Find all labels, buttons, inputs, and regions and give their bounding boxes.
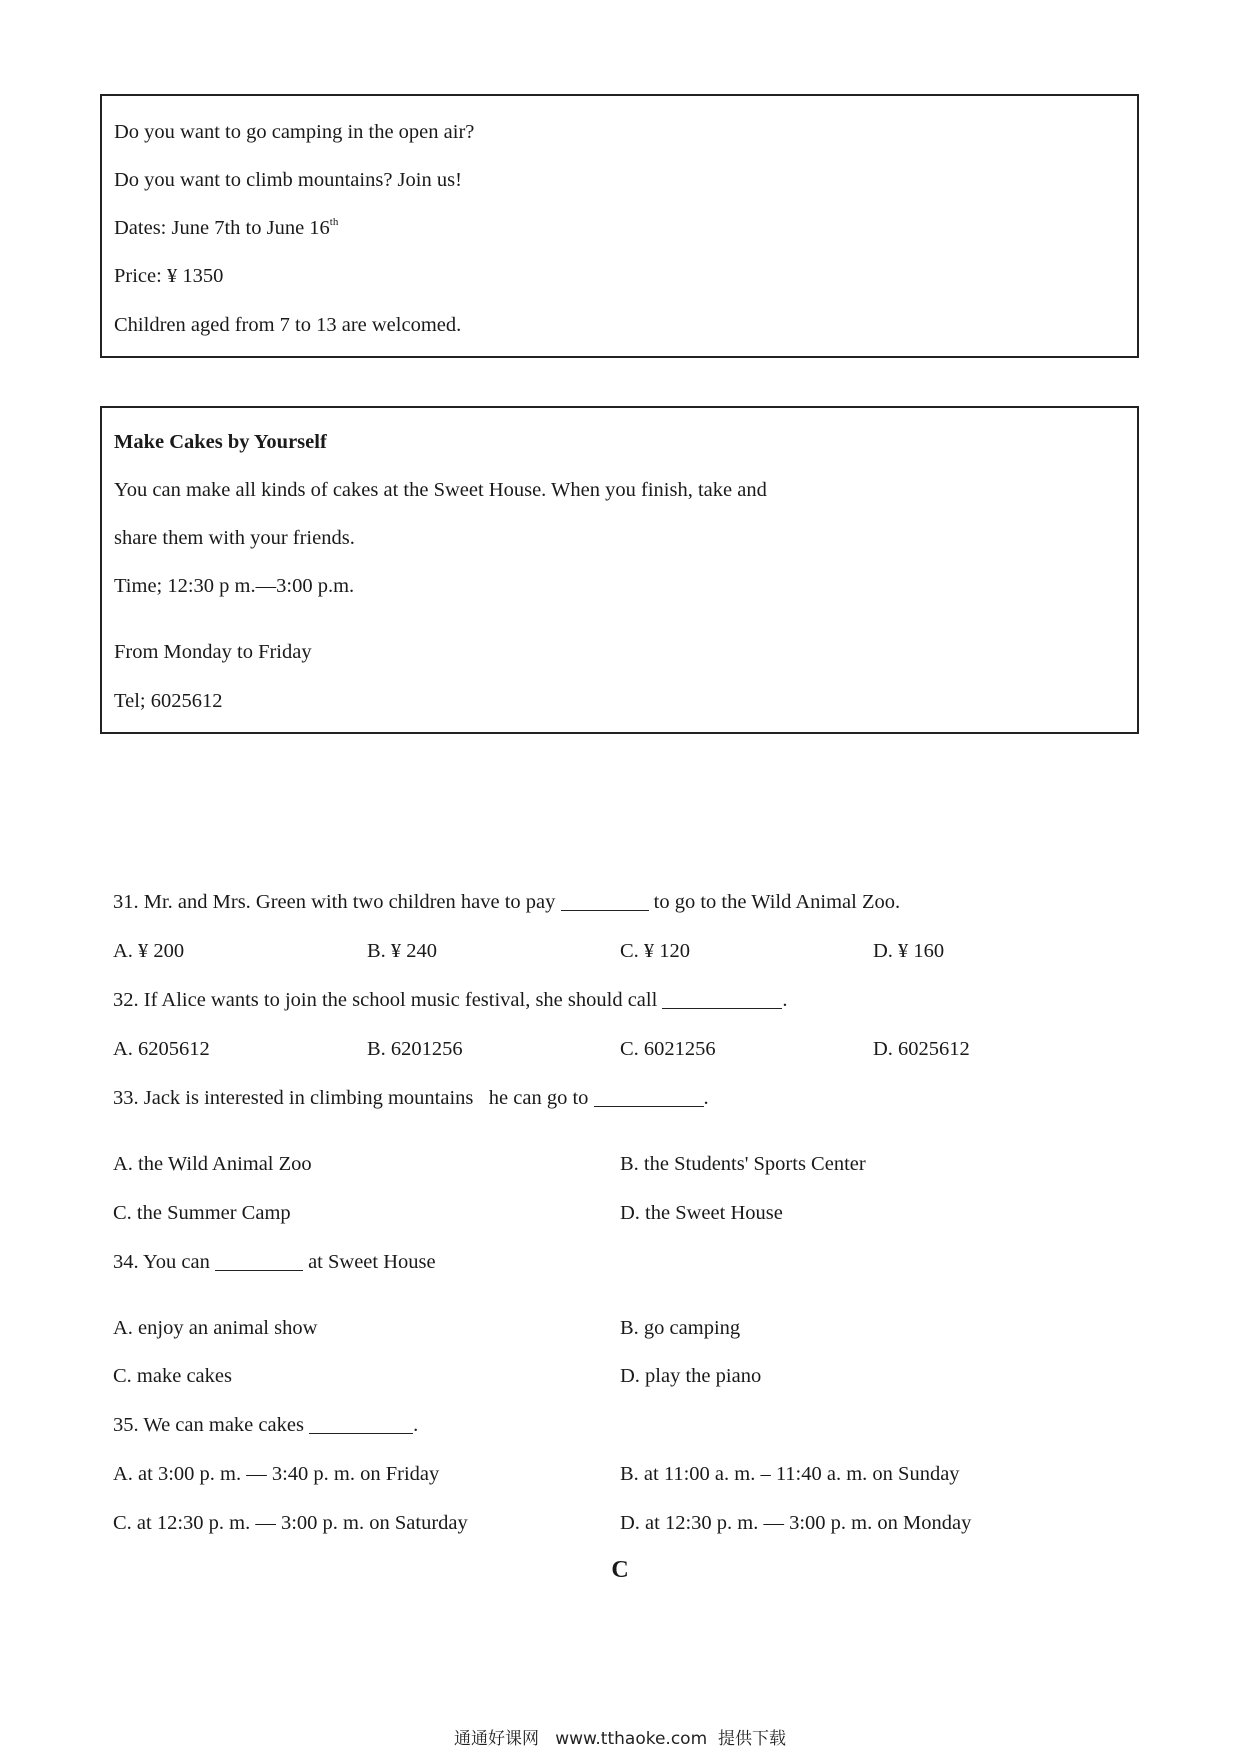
option-c: C. at 12:30 p. m. — 3:00 p. m. on Saturday: [113, 1512, 468, 1534]
camp-ad-dates-text: Dates: June 7th to June 16: [114, 217, 330, 239]
cake-ad-tel: Tel; 6025612: [114, 690, 223, 712]
question-text: 31. Mr. and Mrs. Green with two children have to pay: [113, 891, 561, 913]
question-31: [113, 892, 900, 913]
option-a: A. at 3:00 p. m. — 3:40 p. m. on Friday: [113, 1463, 440, 1485]
camp-ad-box: [100, 94, 1139, 358]
page-footer: 通通好课网 www.tthaoke.com 提供下载: [454, 1729, 786, 1749]
answer-blank: [561, 909, 649, 911]
option-c: C. ¥ 120: [620, 940, 691, 962]
cake-ad-line: share them with your friends.: [114, 527, 355, 549]
option-d: D. ¥ 160: [873, 940, 945, 962]
question-text: 32. If Alice wants to join the school music festival, she should call: [113, 989, 663, 1011]
question-text: to go to the Wild Animal Zoo.: [648, 891, 901, 913]
option-a: A. enjoy an animal show: [113, 1317, 318, 1339]
question-34: [113, 1252, 436, 1273]
answer-blank: [309, 1432, 413, 1434]
answer-blank: [594, 1105, 704, 1107]
question-32: [113, 990, 788, 1011]
option-c: C. 6021256: [620, 1038, 716, 1060]
camp-ad-dates-suffix: th: [329, 216, 339, 228]
camp-ad-line: Do you want to climb mountains? Join us!: [114, 169, 462, 191]
question-33: [113, 1088, 709, 1109]
option-c: C. the Summer Camp: [113, 1202, 291, 1224]
question-text: .: [782, 989, 788, 1011]
question-text: 34. You can: [113, 1251, 215, 1273]
camp-ad-price: Price: ¥ 1350: [114, 265, 224, 287]
question-text: .: [413, 1414, 419, 1436]
option-a: A. 6205612: [113, 1038, 210, 1060]
cake-ad-line: You can make all kinds of cakes at the Sweet House. When you finish, take and: [114, 479, 767, 501]
option-b: B. ¥ 240: [367, 940, 438, 962]
camp-ad-dates: [114, 218, 338, 239]
answer-blank: [662, 1007, 782, 1009]
question-text: 35. We can make cakes: [113, 1414, 310, 1436]
cake-ad-title: Make Cakes by Yourself: [114, 431, 327, 453]
cake-ad-time: Time; 12:30 p m.—3:00 p.m.: [114, 575, 355, 597]
option-b: B. at 11:00 a. m. – 11:40 a. m. on Sunday: [620, 1463, 960, 1485]
option-a: A. the Wild Animal Zoo: [113, 1153, 312, 1175]
option-d: D. at 12:30 p. m. — 3:00 p. m. on Monday: [620, 1512, 972, 1534]
answer-blank: [215, 1269, 303, 1271]
question-text: 33. Jack is interested in climbing mountains he can go to: [113, 1087, 594, 1109]
question-35: [113, 1415, 418, 1436]
option-c: C. make cakes: [113, 1365, 232, 1387]
option-a: A. ¥ 200: [113, 940, 185, 962]
camp-ad-line: Children aged from 7 to 13 are welcomed.: [114, 314, 462, 336]
camp-ad-line: Do you want to go camping in the open air?: [114, 121, 475, 143]
question-text: .: [703, 1087, 709, 1109]
question-text: at Sweet House: [302, 1251, 436, 1273]
option-d: D. 6025612: [873, 1038, 970, 1060]
option-d: D. play the piano: [620, 1365, 762, 1387]
section-heading-c: C: [611, 1557, 629, 1583]
option-b: B. go camping: [620, 1317, 741, 1339]
option-d: D. the Sweet House: [620, 1202, 783, 1224]
cake-ad-box: [100, 406, 1139, 734]
cake-ad-days: From Monday to Friday: [114, 641, 312, 663]
option-b: B. the Students' Sports Center: [620, 1153, 866, 1175]
option-b: B. 6201256: [367, 1038, 463, 1060]
